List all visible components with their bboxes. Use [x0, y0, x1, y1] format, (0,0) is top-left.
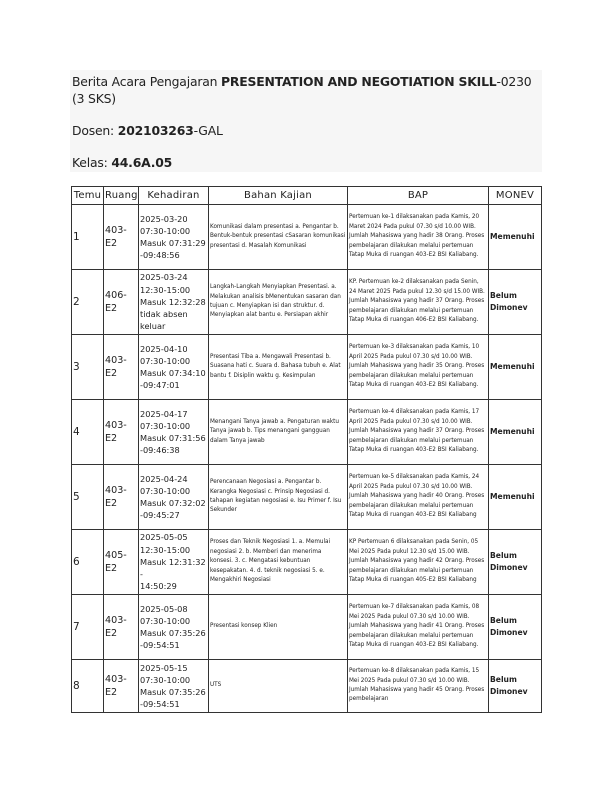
document-header — [70, 70, 542, 172]
monev-cell — [489, 400, 542, 465]
attendance-text: 2025-05-05 12:30-15:00 Masuk 12:31:32 - 14:50:29 — [140, 532, 206, 592]
table-row — [72, 595, 542, 660]
title-prefix: Berita Acara Pengajaran — [72, 74, 222, 89]
bap-cell: Pertemuan ke-4 dilaksanakan pada Kamis, 17 April 2025 Pada pukul 07.30 s/d 10.00 WIB. Jumlah Mahasiswa yang hadir 37 Orang. Proses pembelajaran dilakukan melalui pertemuan Tatap Muka di ruangan 403-E2 BSI Kaliabang. — [348, 400, 489, 465]
column-header-room: Ruang — [104, 187, 139, 205]
lecturer-code: 202103263 — [117, 123, 194, 138]
material-cell: Presentasi konsep Klien — [209, 595, 348, 660]
table-row — [72, 660, 542, 713]
table-row — [72, 465, 542, 530]
bap-cell: Pertemuan ke-3 dilaksanakan pada Kamis, 10 April 2025 Pada pukul 07.30 s/d 10.00 WIB. Jumlah Mahasiswa yang hadir 35 Orang. Proses pembelajaran dilakukan melalui pertemuan Tatap Muka di ruangan 403-E2 BSI Kaliabang. — [348, 335, 489, 400]
attendance-cell — [139, 530, 209, 595]
attendance-text: 2025-05-08 07:30-10:00 Masuk 07:35:26 -09:54:51 — [140, 603, 206, 651]
room-cell — [104, 270, 139, 335]
class-value: 44.6A.05 — [111, 155, 173, 170]
attendance-text: 2025-05-15 07:30-10:00 Masuk 07:35:26 -09:54:51 — [140, 662, 206, 710]
table-header-row — [72, 187, 542, 205]
meeting-number: 1 — [72, 205, 104, 270]
attendance-cell — [139, 595, 209, 660]
bap-cell: Pertemuan ke-1 dilaksanakan pada Kamis, 20 Maret 2024 Pada pukul 07.30 s/d 10.00 WIB. Jumlah Mahasiswa yang hadir 38 Orang. Proses pembelajaran dilakukan melalui pertemuan Tatap Muka di ruangan 403-E2 BSI Kaliabang. — [348, 205, 489, 270]
material-cell: Langkah-Langkah Menyiapkan Presentasi. a. Melakukan analisis bMenentukan sasaran dan tujuan c. Menyiapkan isi dan struktur. d. Menyiapkan alat bantu e. Persiapan akhir — [209, 270, 348, 335]
material-cell: Komunikasi dalam presentasi a. Pengantar b. Bentuk-bentuk presentasi cSasaran komunikasi presentasi d. Masalah Komunikasi — [209, 205, 348, 270]
meeting-number: 7 — [72, 595, 104, 660]
lecturer-suffix: -GAL — [193, 123, 223, 138]
monev-status: Memenuhi — [490, 231, 535, 241]
room-text: 403- E2 — [105, 674, 127, 698]
class-line — [72, 154, 172, 171]
room-cell — [104, 465, 139, 530]
monev-cell — [489, 465, 542, 530]
lecturer-line — [72, 122, 223, 139]
table-row — [72, 335, 542, 400]
room-text: 403- E2 — [105, 225, 127, 249]
course-suffix: -0230 (3 SKS) — [72, 74, 532, 106]
room-text: 405- E2 — [105, 550, 127, 574]
monev-status: Memenuhi — [490, 491, 535, 501]
column-header-attendance: Kehadiran — [139, 187, 209, 205]
material-cell: Proses dan Teknik Negosiasi 1. a. Memulai negosiasi 2. b. Memberi dan menerima konsesi. 3. c. Mengatasi kebuntuan kesepakatan. 4. d. teknik negosiasi 5. e. Mengakhiri Negosiasi — [209, 530, 348, 595]
monev-cell — [489, 595, 542, 660]
room-text: 406- E2 — [105, 290, 127, 314]
monev-status: Belum Dimonev — [490, 290, 528, 312]
room-text: 403- E2 — [105, 485, 127, 509]
material-cell: Menangani Tanya jawab a. Pengaturan waktu Tanya jawab b. Tips menangani gangguan dalam Tanya jawab — [209, 400, 348, 465]
monev-status: Belum Dimonev — [490, 674, 528, 696]
meeting-number: 8 — [72, 660, 104, 713]
meeting-number: 4 — [72, 400, 104, 465]
room-cell — [104, 660, 139, 713]
room-text: 403- E2 — [105, 355, 127, 379]
attendance-cell — [139, 400, 209, 465]
room-cell — [104, 335, 139, 400]
column-header-monev: MONEV — [489, 187, 542, 205]
monev-status: Belum Dimonev — [490, 550, 528, 572]
attendance-cell — [139, 660, 209, 713]
attendance-text: 2025-03-20 07:30-10:00 Masuk 07:31:29 -09:48:56 — [140, 213, 206, 261]
attendance-text: 2025-03-24 12:30-15:00 Masuk 12:32:28 tidak absen keluar — [140, 272, 206, 332]
teaching-report-table — [71, 186, 542, 713]
column-header-material: Bahan Kajian — [209, 187, 348, 205]
column-header-meeting: Temu — [72, 187, 104, 205]
attendance-text: 2025-04-24 07:30-10:00 Masuk 07:32:02 -09:45:27 — [140, 473, 206, 521]
course-name: PRESENTATION AND NEGOTIATION SKILL — [221, 74, 497, 89]
bap-cell: Pertemuan ke-7 dilaksanakan pada Kamis, 08 Mei 2025 Pada pukul 07.30 s/d 10.00 WIB. Jumlah Mahasiswa yang hadir 41 Orang. Proses pembelajaran dilakukan melalui pertemuan Tatap Muka di ruangan 403-E2 BSI Kaliabang. — [348, 595, 489, 660]
monev-cell — [489, 270, 542, 335]
room-cell — [104, 400, 139, 465]
material-cell: UTS — [209, 660, 348, 713]
lecturer-label: Dosen: — [72, 123, 118, 138]
meeting-number: 3 — [72, 335, 104, 400]
monev-status: Belum Dimonev — [490, 615, 528, 637]
monev-cell — [489, 530, 542, 595]
table-row — [72, 530, 542, 595]
meeting-number: 2 — [72, 270, 104, 335]
attendance-cell — [139, 335, 209, 400]
room-cell — [104, 205, 139, 270]
attendance-text: 2025-04-17 07:30-10:00 Masuk 07:31:56 -09:46:38 — [140, 408, 206, 456]
meeting-number: 5 — [72, 465, 104, 530]
course-title — [72, 73, 532, 107]
room-cell — [104, 530, 139, 595]
table-row — [72, 205, 542, 270]
monev-cell — [489, 205, 542, 270]
monev-cell — [489, 335, 542, 400]
attendance-cell — [139, 205, 209, 270]
table-row — [72, 400, 542, 465]
attendance-cell — [139, 465, 209, 530]
attendance-cell — [139, 270, 209, 335]
material-cell: Perencanaan Negosiasi a. Pengantar b. Kerangka Negosiasi c. Prinsip Negosiasi d. tahapan kegiatan negosiasi e. Isu Primer f. Isu Sekunder — [209, 465, 348, 530]
room-text: 403- E2 — [105, 615, 127, 639]
table-row — [72, 270, 542, 335]
meeting-number: 6 — [72, 530, 104, 595]
bap-cell: Pertemuan ke-8 dilaksanakan pada Kamis, 15 Mei 2025 Pada pukul 07.30 s/d 10.00 WIB. Jumlah Mahasiswa yang hadir 45 Orang. Proses pembelajaran — [348, 660, 489, 713]
bap-cell: Pertemuan ke-5 dilaksanakan pada Kamis, 24 April 2025 Pada pukul 07.30 s/d 10.00 WIB. Jumlah Mahasiswa yang hadir 40 Orang. Proses pembelajaran dilakukan melalui pertemuan Tatap Muka di ruangan 403-E2 BSI Kaliabang — [348, 465, 489, 530]
column-header-bap: BAP — [348, 187, 489, 205]
monev-cell — [489, 660, 542, 713]
monev-status: Memenuhi — [490, 426, 535, 436]
room-cell — [104, 595, 139, 660]
class-label: Kelas: — [72, 155, 112, 170]
attendance-text: 2025-04-10 07:30-10:00 Masuk 07:34:10 -09:47:01 — [140, 343, 206, 391]
material-cell: Presentasi Tiba a. Mengawali Presentasi b. Suasana hati c. Suara d. Bahasa tubuh e. Alat bantu f. Disiplin waktu g. Kesimpulan — [209, 335, 348, 400]
bap-cell: KP Pertemuan 6 dilaksanakan pada Senin, 05 Mei 2025 Pada pukul 12.30 s/d 15.00 WIB. Jumlah Mahasiswa yang hadir 42 Orang. Proses pembelajaran dilakukan melalui pertemuan Tatap Muka di ruangan 405-E2 BSI Kaliabang — [348, 530, 489, 595]
monev-status: Memenuhi — [490, 361, 535, 371]
bap-cell: KP. Pertemuan ke-2 dilaksanakan pada Senin, 24 Maret 2025 Pada pukul 12.30 s/d 15.00 WIB. Jumlah Mahasiswa yang hadir 37 Orang. Proses pembelajaran dilakukan melalui pertemuan Tatap Muka di ruangan 406-E2 BSI Kaliabang. — [348, 270, 489, 335]
room-text: 403- E2 — [105, 420, 127, 444]
